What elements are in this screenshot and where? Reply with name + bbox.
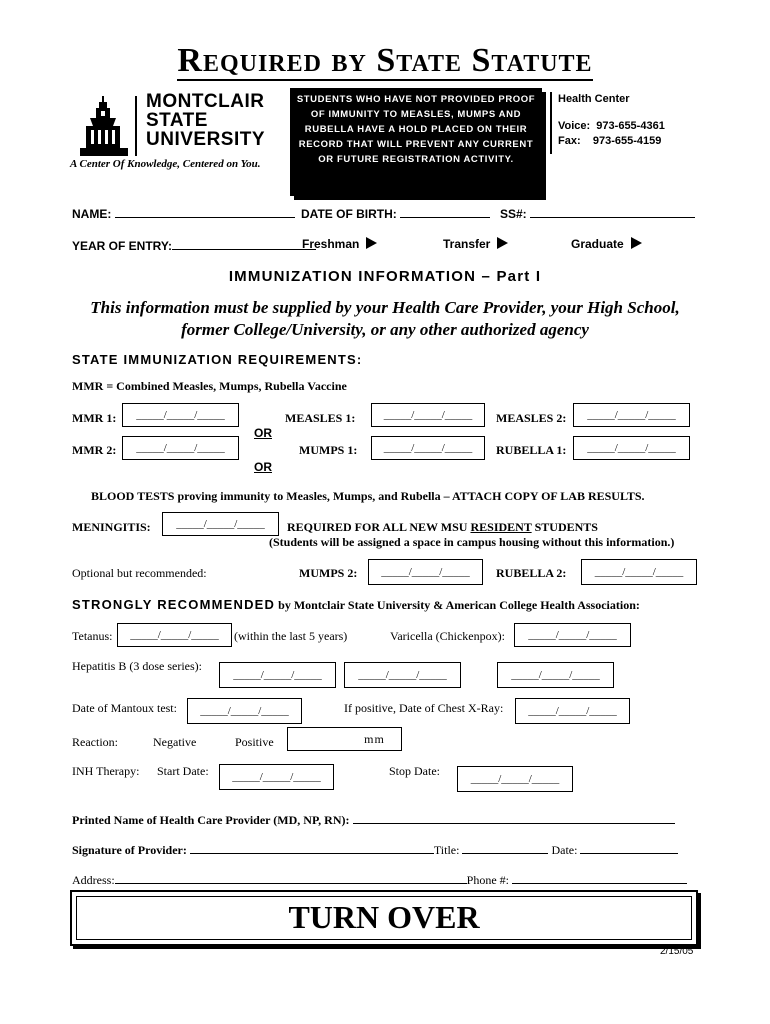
title-label: Title:: [433, 843, 460, 857]
mumps2-date-field[interactable]: _____/_____/_____: [368, 559, 483, 585]
hepatitis-b-dose1-field[interactable]: _____/_____/_____: [219, 662, 336, 688]
chest-xray-date-field[interactable]: _____/_____/_____: [515, 698, 630, 724]
hold-notice-box: [290, 88, 542, 196]
dob-field[interactable]: [400, 205, 490, 218]
mumps2-label: MUMPS 2:: [299, 566, 358, 580]
phone-label: Phone #:: [466, 873, 510, 887]
address-field[interactable]: [115, 871, 467, 884]
rubella1-label: RUBELLA 1:: [496, 443, 567, 457]
inh-stop-date-field[interactable]: _____/_____/_____: [457, 766, 573, 792]
rubella2-label: RUBELLA 2:: [496, 566, 567, 580]
signature-field[interactable]: [190, 841, 434, 854]
voice-phone: Voice: 973-655-4361: [558, 120, 665, 132]
logo-tagline: A Center Of Knowledge, Centered on You.: [70, 158, 261, 170]
meningitis-date-field[interactable]: _____/_____/_____: [162, 512, 279, 536]
mmr2-label: MMR 2:: [72, 443, 117, 457]
or-separator-2: OR: [254, 460, 272, 474]
measles2-date-field[interactable]: _____/_____/_____: [573, 403, 690, 427]
address-label: Address:: [72, 873, 115, 887]
or-separator-1: OR: [254, 426, 272, 440]
mantoux-date-field[interactable]: _____/_____/_____: [187, 698, 302, 724]
rubella2-date-field[interactable]: _____/_____/_____: [581, 559, 697, 585]
freshman-option[interactable]: [302, 237, 377, 251]
blood-tests-note: BLOOD TESTS proving immunity to Measles, Mumps, and Rubella – ATTACH COPY OF LAB RESULTS.: [91, 489, 645, 503]
date-label: Date:: [551, 843, 578, 857]
health-center-contact: [550, 92, 665, 154]
part-one-heading: IMMUNIZATION INFORMATION – Part I: [228, 268, 542, 285]
tetanus-within-note: (within the last 5 years): [234, 629, 348, 643]
triangle-arrow-icon: [366, 237, 377, 249]
date-field[interactable]: [580, 841, 678, 854]
reaction-negative[interactable]: Negative: [153, 735, 197, 749]
title-field[interactable]: [462, 841, 548, 854]
measles1-label: MEASLES 1:: [285, 411, 356, 425]
chest-xray-label: If positive, Date of Chest X-Ray:: [344, 701, 504, 715]
logo-line-2: STATE: [146, 110, 208, 131]
triangle-arrow-icon: [631, 237, 642, 249]
mmr-definition: MMR = Combined Measles, Mumps, Rubella Vaccine: [72, 379, 347, 393]
varicella-date-field[interactable]: _____/_____/_____: [514, 623, 631, 647]
reaction-positive[interactable]: Positive: [235, 735, 274, 749]
hepatitis-b-dose2-field[interactable]: _____/_____/_____: [344, 662, 461, 688]
optional-label: Optional but recommended:: [72, 566, 207, 580]
hepatitis-b-dose3-field[interactable]: _____/_____/_____: [497, 662, 614, 688]
inh-therapy-label: INH Therapy:: [72, 764, 140, 778]
form-revision-date: 2/15/05: [660, 946, 694, 957]
name-field[interactable]: [115, 205, 295, 218]
mm-unit: mm: [364, 731, 385, 746]
year-of-entry-label: YEAR OF ENTRY:: [72, 239, 173, 253]
tetanus-date-field[interactable]: _____/_____/_____: [117, 623, 232, 647]
mmr1-date-field[interactable]: _____/_____/_____: [122, 403, 239, 427]
ss-field[interactable]: [530, 205, 695, 218]
rubella1-date-field[interactable]: _____/_____/_____: [573, 436, 690, 460]
turn-over-box: [70, 890, 698, 946]
inh-start-date-field[interactable]: _____/_____/_____: [219, 764, 334, 790]
mantoux-label: Date of Mantoux test:: [72, 701, 177, 715]
graduate-option[interactable]: [571, 237, 642, 251]
fax-number: Fax: 973-655-4159: [558, 135, 662, 147]
reaction-mm-field[interactable]: [287, 727, 402, 751]
intro-line-1: This information must be supplied by your Health Care Provider, your High School,: [90, 298, 680, 317]
university-logo: [70, 91, 278, 172]
college-hall-icon: [80, 96, 132, 158]
transfer-option[interactable]: [443, 237, 508, 251]
phone-field[interactable]: [512, 871, 687, 884]
hepatitis-b-label: Hepatitis B (3 dose series):: [72, 659, 202, 673]
meningitis-label: MENINGITIS:: [72, 520, 151, 534]
provider-name-field[interactable]: [353, 811, 675, 824]
reaction-label: Reaction:: [72, 735, 118, 749]
year-of-entry-field[interactable]: [172, 237, 316, 250]
name-label: NAME:: [72, 207, 112, 221]
intro-line-2: former College/University, or any other authorized agency: [181, 320, 589, 339]
logo-line-3: UNIVERSITY: [146, 129, 266, 150]
inh-start-label: Start Date:: [157, 764, 209, 778]
signature-label: Signature of Provider:: [72, 843, 187, 857]
transfer-label: Transfer: [443, 237, 491, 251]
turn-over-text: TURN OVER: [288, 899, 480, 935]
page-title: Required by State Statute: [177, 42, 593, 79]
measles2-label: MEASLES 2:: [496, 411, 567, 425]
inh-stop-label: Stop Date:: [389, 764, 440, 778]
meningitis-requirement: REQUIRED FOR ALL NEW MSU RESIDENT STUDENTS: [287, 520, 598, 534]
recommended-heading: STRONGLY RECOMMENDED by Montclair State University & American College Health Association:: [72, 597, 640, 612]
hold-notice-text: STUDENTS WHO HAVE NOT PROVIDED PROOF OF IMMUNITY TO MEASLES, MUMPS AND RUBELLA HAVE A HOLD PLACED ON THEIR RECORD THAT WILL PREVENT ANY CURRENT OR FUTURE REGISTRATION ACTIVITY.: [296, 94, 536, 165]
freshman-label: Freshman: [302, 237, 360, 251]
tetanus-label: Tetanus:: [72, 629, 113, 643]
state-requirements-heading: STATE IMMUNIZATION REQUIREMENTS:: [72, 352, 363, 367]
varicella-label: Varicella (Chickenpox):: [390, 629, 505, 643]
ss-label: SS#:: [500, 207, 527, 221]
health-center-title: Health Center: [558, 93, 630, 105]
graduate-label: Graduate: [571, 237, 624, 251]
provider-name-label: Printed Name of Health Care Provider (MD, NP, RN):: [72, 813, 350, 827]
mmr1-label: MMR 1:: [72, 411, 117, 425]
dob-label: DATE OF BIRTH:: [301, 207, 397, 221]
logo-line-1: MONTCLAIR: [146, 91, 265, 112]
mumps1-label: MUMPS 1:: [299, 443, 358, 457]
measles1-date-field[interactable]: _____/_____/_____: [371, 403, 485, 427]
mumps1-date-field[interactable]: _____/_____/_____: [371, 436, 485, 460]
meningitis-housing-note: (Students will be assigned a space in campus housing without this information.): [269, 535, 675, 549]
triangle-arrow-icon: [497, 237, 508, 249]
mmr2-date-field[interactable]: _____/_____/_____: [122, 436, 239, 460]
